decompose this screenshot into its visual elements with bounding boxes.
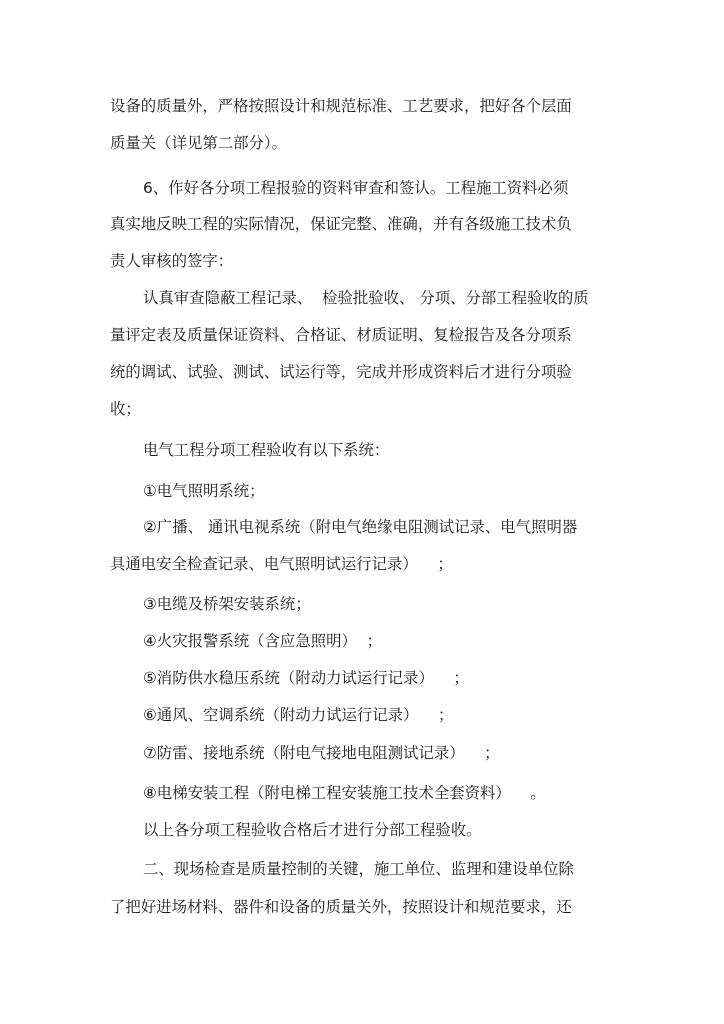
text-line: ③电缆及桥架安装系统；: [143, 595, 311, 613]
text-line: 二、现场检查是质量控制的关键，施工单位、监理和建设单位除: [143, 860, 574, 878]
text-line: 具通电安全检查记录、电气照明试运行记录） ；: [110, 555, 453, 573]
text-line: 以上各分项工程验收合格后才进行分部工程验收。: [143, 821, 482, 839]
text-line: 收；: [110, 400, 141, 418]
text-line: 责人审核的签字：: [110, 252, 234, 270]
text-line: 质量关（详见第二部分）。: [110, 134, 287, 152]
text-line: ⑦防雷、接地系统（附电气接地电阻测试记录） ；: [143, 744, 500, 762]
text-line: 了把好进场材料、器件和设备的质量关外，按照设计和规范要求，还: [110, 898, 572, 916]
text-line: ①电气照明系统；: [143, 482, 265, 500]
text-line: 量评定表及质量保证资料、合格证、材质证明、复检报告及各分项系: [110, 326, 572, 344]
text-line: ②广播、 通讯电视系统（附电气绝缘电阻测试记录、电气照明器: [143, 518, 578, 536]
text-line: 统的调试、试验、测试、试运行等，完成并形成资料后才进行分项验: [110, 363, 572, 381]
text-line: 认真审查隐蔽工程记录、 检验批验收、 分项、分部工程验收的质: [143, 289, 589, 307]
text-line: ⑤消防供水稳压系统（附动力试运行记录） ；: [143, 669, 469, 687]
text-line: 电气工程分项工程验收有以下系统：: [143, 441, 390, 459]
text-line: ④火灾报警系统（含应急照明） ；: [143, 632, 383, 650]
text-line: 6、作好各分项工程报验的资料审查和签认。工程施工资料必须: [143, 179, 569, 197]
text-line: ⑧电梯安装工程（附电梯工程安装施工技术全套资料） 。: [143, 784, 546, 802]
text-line: 真实地反映工程的实际情况，保证完整、准确，并有各级施工技术负: [110, 215, 572, 233]
text-line: 设备的质量外，严格按照设计和规范标准、工艺要求，把好各个层面: [110, 97, 572, 115]
text-line: ⑥通风、空调系统（附动力试运行记录） ；: [143, 706, 454, 724]
